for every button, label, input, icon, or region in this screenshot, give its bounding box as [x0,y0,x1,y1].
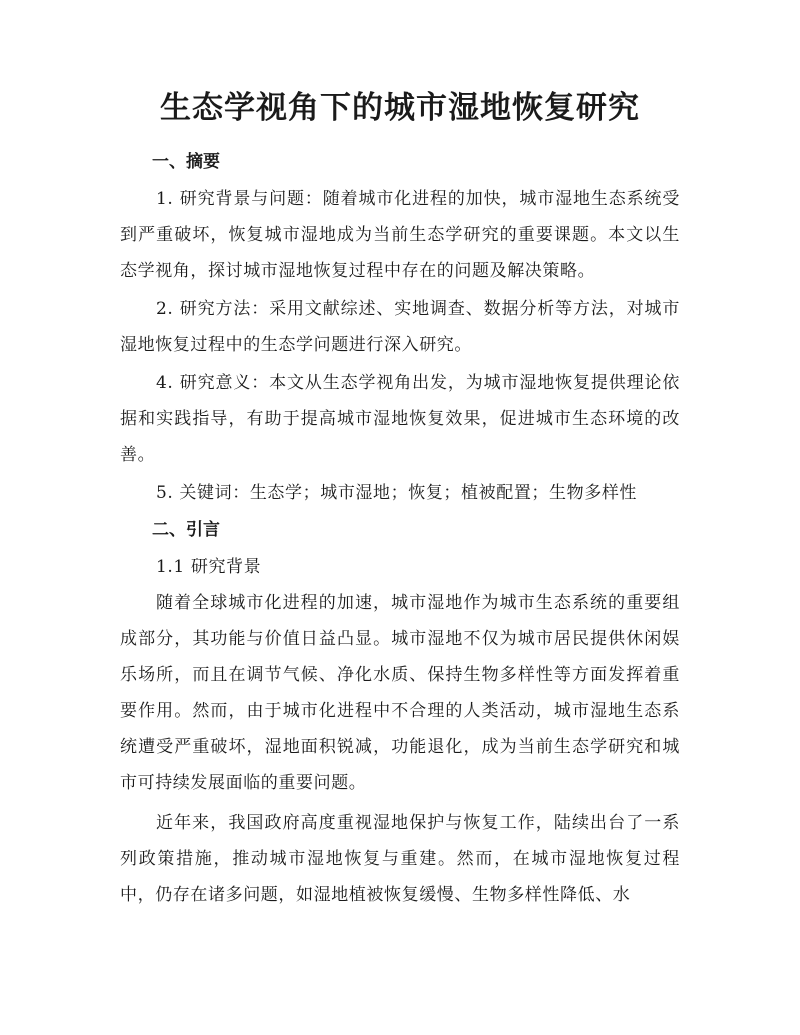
abstract-item: 2. 研究方法：采用文献综述、实地调查、数据分析等方法，对城市湿地恢复过程中的生态学问题进行深入研究。 [120,299,680,355]
abstract-item: 1. 研究背景与问题：随着城市化进程的加快，城市湿地生态系统受到严重破坏，恢复城市湿地成为当前生态学研究的重要课题。本文以生态学视角，探讨城市湿地恢复过程中存在的问题及解决策略。 [120,189,680,281]
abstract-item: 4. 研究意义：本文从生态学视角出发，为城市湿地恢复提供理论依据和实践指导，有助于提高城市湿地恢复效果，促进城市生态环境的改善。 [120,373,680,465]
section-heading-introduction: 二、引言 [152,520,220,540]
subsection-heading-background: 1.1 研究背景 [156,557,262,577]
abstract-item: 5. 关键词：生态学；城市湿地；恢复；植被配置；生物多样性 [156,483,638,503]
document-title: 生态学视角下的城市湿地恢复研究 [160,90,640,126]
intro-paragraph: 随着全球城市化进程的加速，城市湿地作为城市生态系统的重要组成部分，其功能与价值日益凸显。城市湿地不仅为城市居民提供休闲娱乐场所，而且在调节气候、净化水质、保持生物多样性等方面发挥着重要作用。然而，由于城市化进程中不合理的人类活动，城市湿地生态系统遭受严重破坏，湿地面积锐减，功能退化，成为当前生态学研究和城市可持续发展面临的重要问题。 [120,593,680,793]
section-heading-abstract: 一、摘要 [152,152,220,172]
intro-paragraph: 近年来，我国政府高度重视湿地保护与恢复工作，陆续出台了一系列政策措施，推动城市湿地恢复与重建。然而，在城市湿地恢复过程中，仍存在诸多问题，如湿地植被恢复缓慢、生物多样性降低、水 [120,813,680,905]
document-body [120,143,680,913]
